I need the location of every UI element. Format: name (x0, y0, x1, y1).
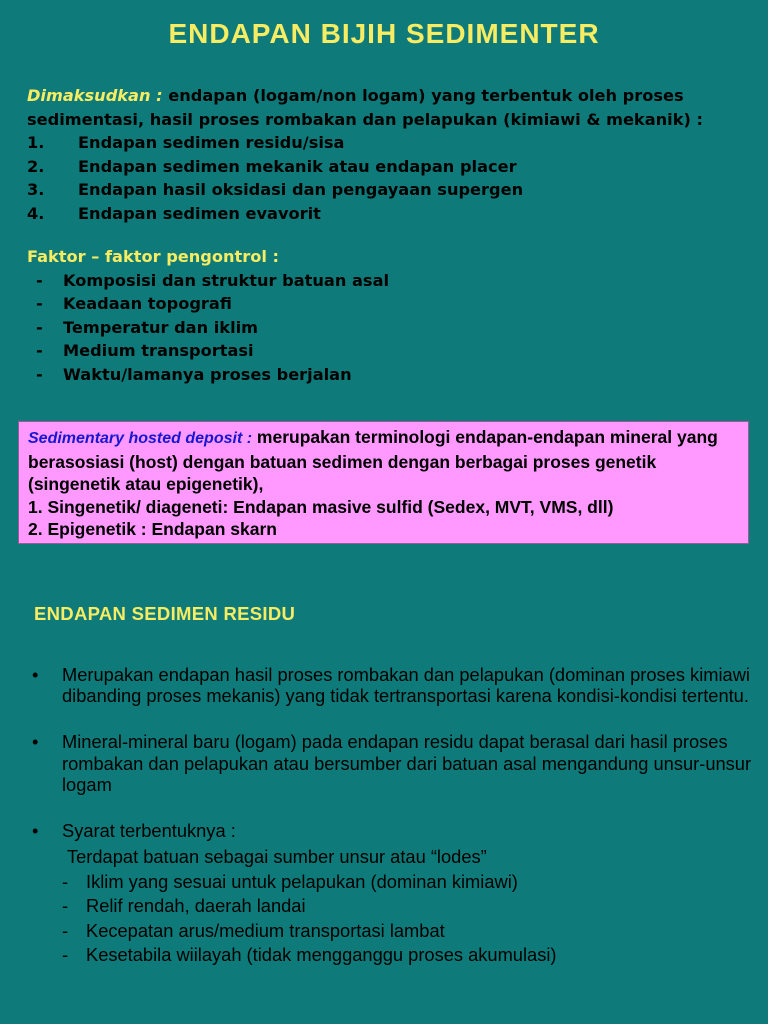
item-text: Endapan sedimen residu/sisa (78, 133, 345, 152)
item-text: Keadaan topografi (63, 294, 232, 313)
item-number: 3. (27, 180, 45, 199)
item-text: Medium transportasi (63, 341, 254, 360)
bullet-list (32, 664, 752, 993)
dash-marker: - (36, 270, 43, 290)
list-item (27, 155, 757, 179)
item-number: 2. (27, 156, 45, 176)
bullet-dot: • (32, 731, 39, 753)
bullet-dot: • (32, 820, 39, 842)
intro-paragraph (27, 84, 757, 131)
item-text: Temperatur dan iklim (63, 317, 259, 337)
item-text: Endapan hasil oksidasi dan pengayaan supergen (78, 180, 524, 199)
item-text: Kecepatan arus/medium transportasi lambat (86, 919, 445, 941)
list-item (27, 178, 757, 202)
item-number: 1. (27, 133, 45, 152)
list-item (27, 269, 757, 293)
item-text: Iklim yang sesuai untuk pelapukan (dominan kimiawi) (86, 870, 518, 892)
bullet-dot: • (32, 664, 39, 685)
faktor-heading: Faktor – faktor pengontrol : (27, 247, 280, 266)
dash-marker: - (36, 341, 43, 360)
syarat-sub-block (62, 845, 752, 968)
intro-lead: Dimaksudkan : (27, 86, 163, 105)
list-item (62, 943, 752, 968)
dash-marker: - (36, 317, 43, 337)
item-text: Relif rendah, daerah landai (86, 895, 306, 917)
item-text: Kesetabila wiilayah (tidak mengganggu proses akumulasi) (86, 944, 557, 966)
intro-list (27, 131, 757, 225)
dash-marker: - (62, 870, 69, 892)
bullet-text: Mineral-mineral baru (logam) pada endapan residu dapat berasal dari hasil proses rombakan dan pelapukan atau bersumber dari batuan asal mengandung unsur-unsur logam (62, 731, 752, 795)
dash-marker: - (62, 919, 69, 941)
bullet-item (32, 731, 752, 795)
list-item (27, 363, 757, 387)
sedimentary-hosted-box (18, 421, 749, 544)
syarat-subheading: Terdapat batuan sebagai sumber unsur atau “lodes” (67, 846, 487, 868)
item-text: Endapan sedimen mekanik atau endapan placer (78, 156, 517, 176)
list-item (27, 131, 757, 155)
box-line-2: 2. Epigenetik : Endapan skarn (28, 519, 277, 539)
intro-block (27, 84, 757, 225)
box-paragraph (28, 426, 740, 496)
syarat-list (62, 870, 752, 968)
bullet-item-syarat (32, 820, 752, 968)
faktor-list (27, 269, 757, 387)
list-item (27, 316, 757, 340)
box-line-1: 1. Singenetik/ diageneti: Endapan masive sulfid (Sedex, MVT, VMS, dll) (28, 496, 614, 517)
page-title: ENDAPAN BIJIH SEDIMENTER (168, 18, 600, 49)
item-text: Komposisi dan struktur batuan asal (63, 270, 390, 290)
list-item (27, 202, 757, 226)
section-title: ENDAPAN SEDIMEN RESIDU (34, 603, 296, 624)
faktor-block (27, 245, 757, 386)
list-item (62, 919, 752, 944)
item-text: Waktu/lamanya proses berjalan (63, 364, 352, 384)
dash-marker: - (62, 895, 69, 917)
item-number: 4. (27, 203, 45, 223)
box-lead: Sedimentary hosted deposit : (28, 430, 253, 447)
bullet-item (32, 664, 752, 706)
list-item (62, 894, 752, 919)
dash-marker: - (62, 944, 69, 966)
intro-text: endapan (logam/non logam) yang terbentuk oleh proses sedimentasi, hasil proses rombakan dan pelapukan (kimiawi & mekanik) : (27, 86, 703, 129)
item-text: Endapan sedimen evavorit (78, 203, 321, 223)
box-text: merupakan terminologi endapan-endapan mineral yang berasosiasi (host) dengan batuan sedimen dengan berbagai proses genetik (singenetik atau epigenetik), (28, 427, 718, 494)
list-item (27, 292, 757, 316)
syarat-heading: Syarat terbentuknya : (62, 820, 236, 842)
list-item (27, 339, 757, 363)
bullet-text: Merupakan endapan hasil proses rombakan dan pelapukan (dominan proses kimiawi dibanding proses mekanis) yang tidak tertransportasi karena kondisi-kondisi tertentu. (62, 664, 750, 707)
dash-marker: - (36, 364, 43, 384)
list-item (62, 870, 752, 895)
syarat-block (62, 820, 752, 968)
dash-marker: - (36, 294, 43, 313)
